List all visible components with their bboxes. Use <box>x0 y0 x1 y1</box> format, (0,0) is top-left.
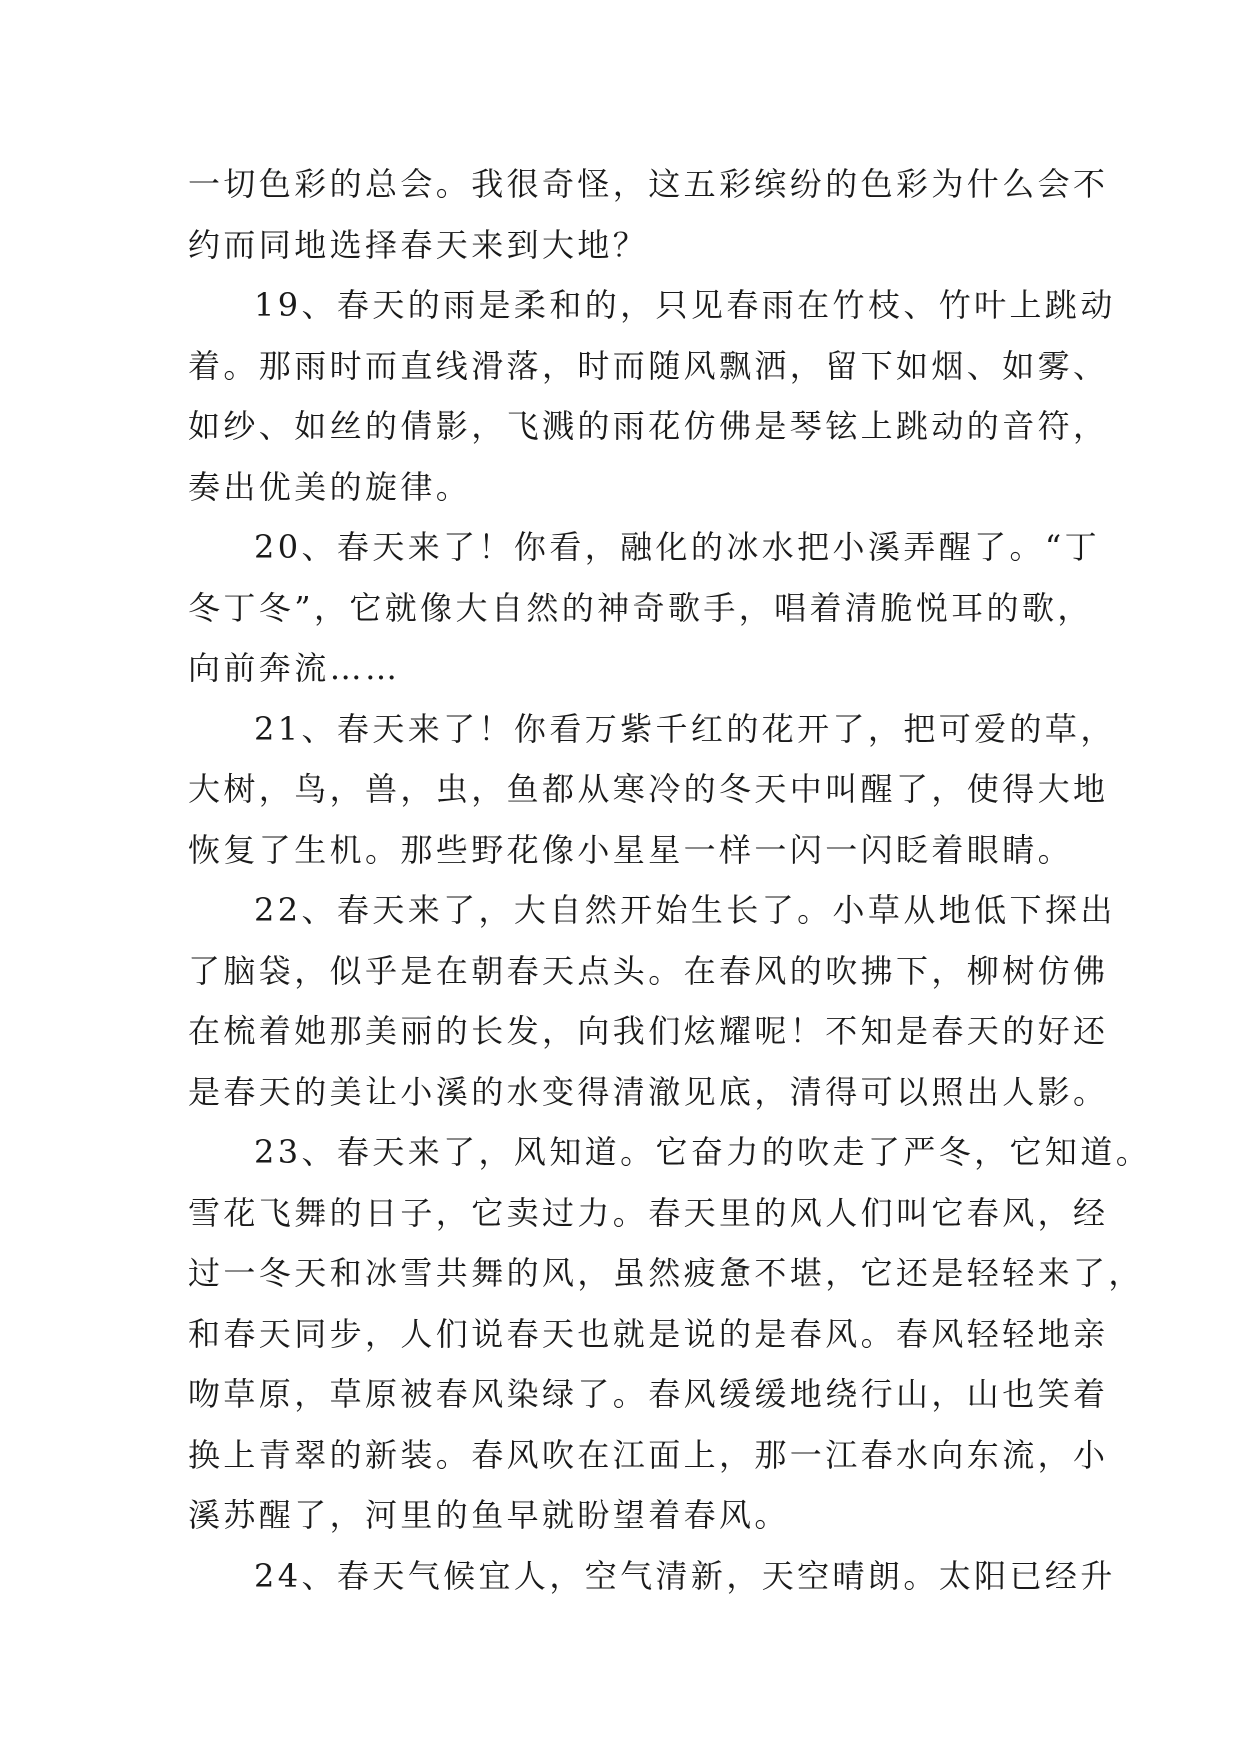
text-line: 向前奔流…… <box>188 649 401 687</box>
text-line: 在梳着她那美丽的长发，向我们炫耀呢！不知是春天的好还 <box>188 1012 1109 1050</box>
document-body <box>188 154 1152 1606</box>
text-line: 着。那雨时而直线滑落，时而随风飘洒，留下如烟、如雾、 <box>188 346 1109 385</box>
text-line: 一切色彩的总会。我很奇怪，这五彩缤纷的色彩为什么会不 <box>188 165 1109 203</box>
text-line: 恢复了生机。那些野花像小星星一样一闪一闪眨着眼睛。 <box>188 830 1074 869</box>
paragraph-start-24: 24、春天气候宜人，空气清新，天空晴朗。太阳已经升 <box>254 1556 1116 1595</box>
text-line: 溪苏醒了，河里的鱼早就盼望着春风。 <box>188 1496 790 1534</box>
paragraph-start-21: 21、春天来了！你看万紫千红的花开了，把可爱的草， <box>254 709 1116 748</box>
text-line: 冬丁冬”，它就像大自然的神奇歌手，唱着清脆悦耳的歌， <box>188 588 1093 627</box>
text-line: 吻草原，草原被春风染绿了。春风缓缓地绕行山，山也笑着 <box>188 1375 1109 1413</box>
text-line: 如纱、如丝的倩影，飞溅的雨花仿佛是琴铉上跳动的音符， <box>188 407 1109 445</box>
text-line: 约而同地选择春天来到大地？ <box>188 225 649 264</box>
paragraph-start-20: 20、春天来了！你看，融化的冰水把小溪弄醒了。“丁 <box>254 528 1101 566</box>
paragraph-start-23: 23、春天来了，风知道。它奋力的吹走了严冬，它知道。 <box>254 1133 1152 1171</box>
text-line: 过一冬天和冰雪共舞的风，虽然疲惫不堪，它还是轻轻来了， <box>188 1254 1144 1292</box>
text-line: 是春天的美让小溪的水变得清澈见底，清得可以照出人影。 <box>188 1072 1109 1111</box>
text-line: 了脑袋，似乎是在朝春天点头。在春风的吹拂下，柳树仿佛 <box>188 951 1109 990</box>
text-line: 大树，鸟，兽，虫，鱼都从寒冷的冬天中叫醒了，使得大地 <box>188 770 1109 808</box>
text-line: 和春天同步，人们说春天也就是说的是春风。春风轻轻地亲 <box>188 1314 1109 1353</box>
text-line: 雪花飞舞的日子，它卖过力。春天里的风人们叫它春风，经 <box>188 1193 1109 1232</box>
paragraph-start-19: 19、春天的雨是柔和的，只见春雨在竹枝、竹叶上跳动 <box>254 286 1116 324</box>
paragraph-start-22: 22、春天来了，大自然开始生长了。小草从地低下探出 <box>254 891 1116 929</box>
text-line: 换上青翠的新装。春风吹在江面上，那一江春水向东流，小 <box>188 1435 1109 1474</box>
text-line: 奏出优美的旋律。 <box>188 467 472 506</box>
